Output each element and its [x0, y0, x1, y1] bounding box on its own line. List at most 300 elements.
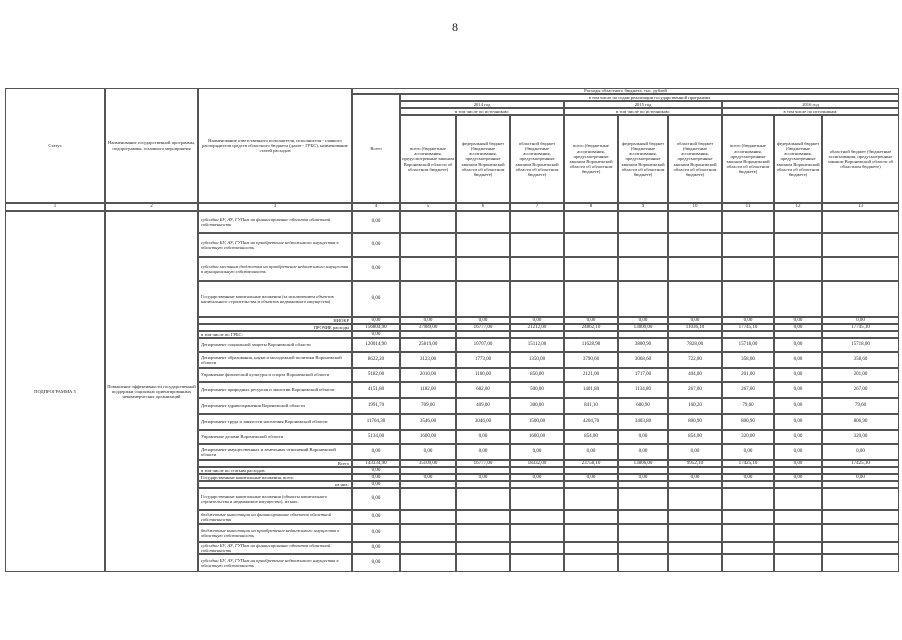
- row-value: 1991,70: [352, 398, 400, 414]
- row-value: 1600,00: [510, 430, 564, 444]
- row-cell: [510, 554, 564, 572]
- column-number: 10: [668, 203, 722, 211]
- row-cell: [456, 257, 510, 281]
- row-value: 0,00: [774, 352, 822, 368]
- row-value: 0,00: [352, 444, 400, 460]
- header-program-name: Наименование государственной программы, подпрограммы, основного мероприятия: [105, 88, 198, 203]
- row-label: субсидии местным бюджетам на приобретение недвижимого имущества в муниципальную собственность: [198, 257, 352, 281]
- header-sources-2016: в том числе по источникам:: [722, 108, 899, 115]
- row-value: 17745,10: [822, 324, 899, 331]
- row-value: 0,00: [618, 317, 668, 324]
- row-value: 680,90: [618, 398, 668, 414]
- row-value: 300,00: [510, 398, 564, 414]
- row-value: [456, 331, 510, 338]
- row-value: 1401,80: [564, 382, 618, 398]
- row-cell: [400, 554, 456, 572]
- row-value: 0,00: [774, 414, 822, 430]
- header-col-regional-2014: областной бюджет (бюджетные ассигнования, предусмотренные законом Воронежской области об областном бюджете): [510, 115, 564, 203]
- row-label: субсидии БУ, АУ, ГУПам на приобретение недвижимого имущества в областную собственность: [198, 233, 352, 257]
- row-value: 2010,00: [400, 368, 456, 382]
- row-value: 358,60: [722, 352, 774, 368]
- row-value: 1182,00: [400, 382, 456, 398]
- row-label: Департамент здравоохранения Воронежской области: [198, 398, 352, 414]
- row-cell: [774, 257, 822, 281]
- column-number: 1: [5, 203, 105, 211]
- row-label: Государственные капитальные вложения (объекты капитального строительства и недвижимое имущество), из них:: [198, 488, 352, 510]
- header-sources-2014: в том числе по источникам:: [400, 108, 564, 115]
- row-total: 0,00: [352, 257, 400, 281]
- row-value: 0,00: [352, 474, 400, 481]
- row-value: 0,00: [456, 317, 510, 324]
- row-value: 11704,30: [352, 414, 400, 430]
- column-number: 7: [510, 203, 564, 211]
- row-cell: [564, 233, 618, 257]
- row-value: 16777,00: [456, 324, 510, 331]
- row-value: 10707,00: [456, 338, 510, 352]
- row-cell: [668, 233, 722, 257]
- row-value: 0,00: [456, 430, 510, 444]
- header-col-federal-2015: федеральный бюджет (бюджетные ассигнования, предусмотренные законом Воронежской области об областном бюджете): [618, 115, 668, 203]
- row-value: 13806,00: [618, 460, 668, 467]
- row-cell: [668, 524, 722, 542]
- row-cell: [564, 488, 618, 510]
- row-label: из них:: [198, 481, 352, 488]
- row-total: 0,00: [352, 233, 400, 257]
- status-cell: ПОДПРОГРАММА 5: [5, 211, 105, 572]
- page-number: 8: [452, 20, 458, 34]
- row-value: [510, 481, 564, 488]
- row-label: Департамент имущественных и земельных отношений Воронежской области: [198, 444, 352, 460]
- row-value: 358,60: [822, 352, 899, 368]
- header-col-total-2015: всего (бюджетные ассигнования, предусмотренные законом Воронежской области об областном бюджете): [564, 115, 618, 203]
- column-number: 8: [564, 203, 618, 211]
- row-value: [400, 467, 456, 474]
- header-by-years: в том числе по годам реализации государственной программы: [400, 94, 899, 101]
- row-value: [510, 467, 564, 474]
- row-value: 3403,80: [618, 414, 668, 430]
- row-value: 0,00: [400, 474, 456, 481]
- header-col-total-2014: всего (бюджетные ассигнования, предусмотренные законом Воронежской области об областном бюджете): [400, 115, 456, 203]
- row-label: бюджетные инвестиции на приобретение недвижимого имущества в областную собственность: [198, 524, 352, 542]
- row-value: 0,00: [352, 331, 400, 338]
- row-cell: [668, 488, 722, 510]
- row-cell: [722, 257, 774, 281]
- row-value: 16777,00: [456, 460, 510, 467]
- row-cell: [822, 233, 899, 257]
- row-value: 3546,00: [400, 414, 456, 430]
- row-cell: [722, 554, 774, 572]
- row-value: 160,20: [668, 398, 722, 414]
- row-value: 1500,00: [510, 414, 564, 430]
- row-cell: [722, 211, 774, 233]
- row-cell: [564, 211, 618, 233]
- row-value: 4204,70: [564, 414, 618, 430]
- column-number: 2: [105, 203, 198, 211]
- row-cell: [822, 542, 899, 554]
- row-value: [722, 331, 774, 338]
- row-cell: [456, 554, 510, 572]
- row-value: 0,00: [722, 474, 774, 481]
- row-cell: [510, 542, 564, 554]
- row-value: 1350,00: [510, 352, 564, 368]
- row-cell: [510, 233, 564, 257]
- row-label: Департамент образования, науки и молодежной политики Воронежской области: [198, 352, 352, 368]
- row-total: 0,00: [352, 211, 400, 233]
- row-label: Департамент труда и занятости населения Воронежской области: [198, 414, 352, 430]
- row-value: 0,00: [774, 338, 822, 352]
- row-value: 854,00: [564, 430, 618, 444]
- row-cell: [400, 211, 456, 233]
- row-label: Всего: [198, 460, 352, 467]
- row-value: 409,00: [456, 398, 510, 414]
- row-value: 201,00: [722, 368, 774, 382]
- header-col-federal-2016: федеральный бюджет (бюджетные ассигнования, предусмотренные законом Воронежской области об областном бюджете): [774, 115, 822, 203]
- row-value: 0,00: [618, 430, 668, 444]
- row-cell: [774, 510, 822, 524]
- column-number: 13: [822, 203, 899, 211]
- row-value: 0,00: [510, 444, 564, 460]
- header-col-regional-2016: областной бюджет (бюджетные ассигнования, предусмотренные законом Воронежской области об областном бюджете): [822, 115, 899, 203]
- row-value: 404,00: [668, 368, 722, 382]
- row-cell: [456, 510, 510, 524]
- row-cell: [564, 554, 618, 572]
- row-cell: [510, 281, 564, 317]
- row-value: 2121,00: [564, 368, 618, 382]
- row-value: 0,00: [352, 317, 400, 324]
- row-label: субсидии БУ, АУ, ГУПам на финансирование объектов областной собственности: [198, 542, 352, 554]
- row-value: [668, 481, 722, 488]
- row-value: 23758,10: [564, 460, 618, 467]
- row-value: 0,00: [510, 474, 564, 481]
- row-value: 0,00: [456, 474, 510, 481]
- row-label: Государственные капитальные вложения, всего: [198, 474, 352, 481]
- row-value: 0,00: [774, 460, 822, 467]
- row-value: 21212,00: [510, 324, 564, 331]
- row-label: субсидии БУ, АУ, ГУПам на финансирование объектов областной собственности: [198, 211, 352, 233]
- row-value: [822, 481, 899, 488]
- row-value: 37989,00: [400, 324, 456, 331]
- row-value: 0,00: [774, 368, 822, 382]
- row-cell: [400, 257, 456, 281]
- row-value: 0,00: [774, 444, 822, 460]
- row-total: 0,00: [352, 510, 400, 524]
- row-value: 0,00: [822, 444, 899, 460]
- row-cell: [510, 488, 564, 510]
- row-value: [618, 467, 668, 474]
- header-year-2015: 2015 год: [564, 101, 722, 108]
- row-value: 17745,10: [722, 324, 774, 331]
- row-cell: [774, 524, 822, 542]
- row-value: 17425,10: [822, 460, 899, 467]
- row-value: 9952,10: [668, 460, 722, 467]
- row-cell: [510, 257, 564, 281]
- row-cell: [774, 554, 822, 572]
- row-value: 3123,00: [400, 352, 456, 368]
- row-value: 11036,10: [668, 324, 722, 331]
- column-number: 5: [400, 203, 456, 211]
- row-label: ПРОЧИЕ расходы: [198, 324, 352, 331]
- row-value: [456, 481, 510, 488]
- row-value: 15718,00: [722, 338, 774, 352]
- row-label: Департамент природных ресурсов и экологии Воронежской области: [198, 382, 352, 398]
- row-value: 0,00: [774, 324, 822, 331]
- row-value: 120014,90: [352, 338, 400, 352]
- column-number: 12: [774, 203, 822, 211]
- row-value: 3046,00: [456, 414, 510, 430]
- row-cell: [456, 211, 510, 233]
- row-value: [510, 331, 564, 338]
- row-value: [456, 467, 510, 474]
- row-cell: [822, 257, 899, 281]
- row-value: 25819,00: [400, 338, 456, 352]
- header-status: Статус: [5, 88, 105, 203]
- row-cell: [722, 510, 774, 524]
- row-value: 1134,80: [618, 382, 668, 398]
- row-value: [722, 481, 774, 488]
- row-cell: [822, 554, 899, 572]
- row-cell: [668, 554, 722, 572]
- row-cell: [668, 257, 722, 281]
- row-label: бюджетные инвестиции на финансирование объектов областной собственности: [198, 510, 352, 524]
- row-value: 156804,90: [352, 324, 400, 331]
- row-value: 0,00: [722, 317, 774, 324]
- header-col-federal-2014: федеральный бюджет (бюджетные ассигнования, предусмотренные законом Воронежской области об областном бюджете): [456, 115, 510, 203]
- row-cell: [456, 524, 510, 542]
- row-total: 0,00: [352, 524, 400, 542]
- row-value: 1717,00: [618, 368, 668, 382]
- row-cell: [774, 281, 822, 317]
- header-col-regional-2015: областной бюджет (бюджетные ассигнования, предусмотренные законом Воронежской области об областном бюджете): [668, 115, 722, 203]
- row-value: [618, 481, 668, 488]
- row-value: 320,00: [722, 430, 774, 444]
- row-value: 0,00: [774, 398, 822, 414]
- row-value: 24862,10: [564, 324, 618, 331]
- row-value: 1600,00: [400, 430, 456, 444]
- row-value: [564, 331, 618, 338]
- row-label: Управление делами Воронежской области: [198, 430, 352, 444]
- row-cell: [564, 524, 618, 542]
- header-year-2014: 2014 год: [400, 101, 564, 108]
- row-value: 8622,20: [352, 352, 400, 368]
- row-value: 267,00: [722, 382, 774, 398]
- row-value: 320,00: [822, 430, 899, 444]
- row-cell: [456, 281, 510, 317]
- row-total: 0,00: [352, 281, 400, 317]
- row-value: 0,00: [668, 474, 722, 481]
- row-value: 0,00: [564, 317, 618, 324]
- row-value: 0,00: [400, 444, 456, 460]
- row-cell: [618, 554, 668, 572]
- row-value: 79,60: [822, 398, 899, 414]
- row-value: 5134,00: [352, 430, 400, 444]
- row-value: 0,00: [722, 444, 774, 460]
- row-cell: [822, 488, 899, 510]
- row-value: 1773,00: [456, 352, 510, 368]
- row-value: 7828,00: [668, 338, 722, 352]
- column-number: 6: [456, 203, 510, 211]
- row-total: 0,00: [352, 542, 400, 554]
- row-cell: [564, 510, 618, 524]
- row-value: 0,00: [352, 467, 400, 474]
- row-cell: [618, 510, 668, 524]
- row-value: [668, 467, 722, 474]
- row-value: [822, 467, 899, 474]
- row-value: [564, 467, 618, 474]
- row-cell: [510, 510, 564, 524]
- row-cell: [774, 233, 822, 257]
- row-cell: [722, 281, 774, 317]
- row-value: 0,00: [564, 444, 618, 460]
- row-cell: [722, 488, 774, 510]
- row-cell: [618, 542, 668, 554]
- row-cell: [668, 510, 722, 524]
- row-value: 1160,00: [456, 368, 510, 382]
- row-value: 17425,10: [722, 460, 774, 467]
- row-value: [618, 331, 668, 338]
- row-cell: [774, 488, 822, 510]
- row-cell: [400, 524, 456, 542]
- row-value: 201,00: [822, 368, 899, 382]
- header-expenses: Расходы областного бюджета, тыс. рублей: [352, 88, 899, 94]
- row-cell: [400, 488, 456, 510]
- header-total: Всего: [352, 94, 400, 203]
- row-value: 850,00: [510, 368, 564, 382]
- header-executor-name: Наименование ответственного исполнителя, исполнителя - главного распорядителя средств областного бюджета (далее - ГРБС), наименование статей расходов: [198, 88, 352, 203]
- row-cell: [618, 488, 668, 510]
- column-number: 4: [352, 203, 400, 211]
- header-col-total-2016: всего (бюджетные ассигнования, предусмотренные законом Воронежской области об областном бюджете): [722, 115, 774, 203]
- row-cell: [722, 233, 774, 257]
- row-value: 35109,00: [400, 460, 456, 467]
- row-total: 0,00: [352, 488, 400, 510]
- row-value: [722, 467, 774, 474]
- row-cell: [456, 233, 510, 257]
- row-cell: [456, 542, 510, 554]
- row-value: [564, 481, 618, 488]
- row-value: [774, 331, 822, 338]
- row-cell: [564, 281, 618, 317]
- row-value: 0,00: [774, 474, 822, 481]
- row-value: 0,00: [774, 382, 822, 398]
- row-value: 13800,00: [618, 324, 668, 331]
- row-cell: [400, 542, 456, 554]
- row-cell: [774, 542, 822, 554]
- row-label: в том числе по ГРБС:: [198, 331, 352, 338]
- row-value: 143334,90: [352, 460, 400, 467]
- row-label: субсидии БУ, АУ, ГУПам на приобретение недвижимого имущества в областную собственность: [198, 554, 352, 572]
- row-label: НИОКР: [198, 317, 352, 324]
- row-value: 15112,00: [510, 338, 564, 352]
- row-value: [400, 331, 456, 338]
- row-cell: [822, 211, 899, 233]
- row-cell: [564, 542, 618, 554]
- row-value: 709,00: [400, 398, 456, 414]
- row-value: 0,00: [774, 317, 822, 324]
- row-value: 0,00: [618, 444, 668, 460]
- row-value: 0,00: [668, 317, 722, 324]
- row-value: 15718,00: [822, 338, 899, 352]
- row-cell: [510, 524, 564, 542]
- row-cell: [618, 233, 668, 257]
- row-cell: [618, 211, 668, 233]
- row-label: Департамент социальной защиты Воронежской области: [198, 338, 352, 352]
- row-cell: [668, 542, 722, 554]
- row-value: 0,00: [822, 317, 899, 324]
- row-value: 722,00: [668, 352, 722, 368]
- column-number: 11: [722, 203, 774, 211]
- row-value: 841,10: [564, 398, 618, 414]
- row-cell: [400, 233, 456, 257]
- row-value: 854,00: [668, 430, 722, 444]
- row-label: Управление физической культуры и спорта Воронежской области: [198, 368, 352, 382]
- header-sources-2015: в том числе по источникам:: [564, 108, 722, 115]
- row-value: 4151,80: [352, 382, 400, 398]
- row-value: 11628,90: [564, 338, 618, 352]
- row-cell: [456, 488, 510, 510]
- row-value: 800,90: [722, 414, 774, 430]
- row-cell: [774, 211, 822, 233]
- row-value: 0,00: [564, 474, 618, 481]
- row-value: 806,90: [822, 414, 899, 430]
- row-value: 0,00: [400, 317, 456, 324]
- row-value: 0,00: [668, 444, 722, 460]
- row-cell: [722, 542, 774, 554]
- row-value: 267,00: [822, 382, 899, 398]
- row-value: [668, 331, 722, 338]
- row-value: 0,00: [822, 474, 899, 481]
- row-value: 0,00: [774, 430, 822, 444]
- row-value: [774, 481, 822, 488]
- column-number: 3: [198, 203, 352, 211]
- row-cell: [618, 281, 668, 317]
- row-value: 800,90: [668, 414, 722, 430]
- header-year-2016: 2016 год: [722, 101, 899, 108]
- row-value: 0,00: [618, 474, 668, 481]
- row-value: 267,00: [668, 382, 722, 398]
- row-value: 682,00: [456, 382, 510, 398]
- row-value: 0,00: [352, 481, 400, 488]
- row-value: [822, 331, 899, 338]
- row-cell: [618, 524, 668, 542]
- row-cell: [668, 281, 722, 317]
- column-number: 9: [618, 203, 668, 211]
- row-cell: [400, 281, 456, 317]
- row-label: Государственные капитальные вложения (за исключением объектов капитального строительства и объектов недвижимого имущества): [198, 281, 352, 317]
- row-cell: [618, 257, 668, 281]
- row-cell: [822, 524, 899, 542]
- row-value: [774, 467, 822, 474]
- row-value: 0,00: [456, 444, 510, 460]
- row-cell: [722, 524, 774, 542]
- row-cell: [822, 510, 899, 524]
- row-value: 3790,60: [564, 352, 618, 368]
- row-cell: [510, 211, 564, 233]
- row-value: 3068,60: [618, 352, 668, 368]
- row-cell: [822, 281, 899, 317]
- row-value: [400, 481, 456, 488]
- row-value: 5182,00: [352, 368, 400, 382]
- row-value: 79,60: [722, 398, 774, 414]
- row-label: в том числе по статьям расходов:: [198, 467, 352, 474]
- row-total: 0,00: [352, 554, 400, 572]
- row-cell: [668, 211, 722, 233]
- program-cell: Повышение эффективности государственной поддержки социально ориентированных некоммерческих организаций: [105, 211, 198, 572]
- row-value: 0,00: [510, 317, 564, 324]
- row-value: 3800,90: [618, 338, 668, 352]
- row-cell: [400, 510, 456, 524]
- row-value: 500,00: [510, 382, 564, 398]
- row-value: 18332,00: [510, 460, 564, 467]
